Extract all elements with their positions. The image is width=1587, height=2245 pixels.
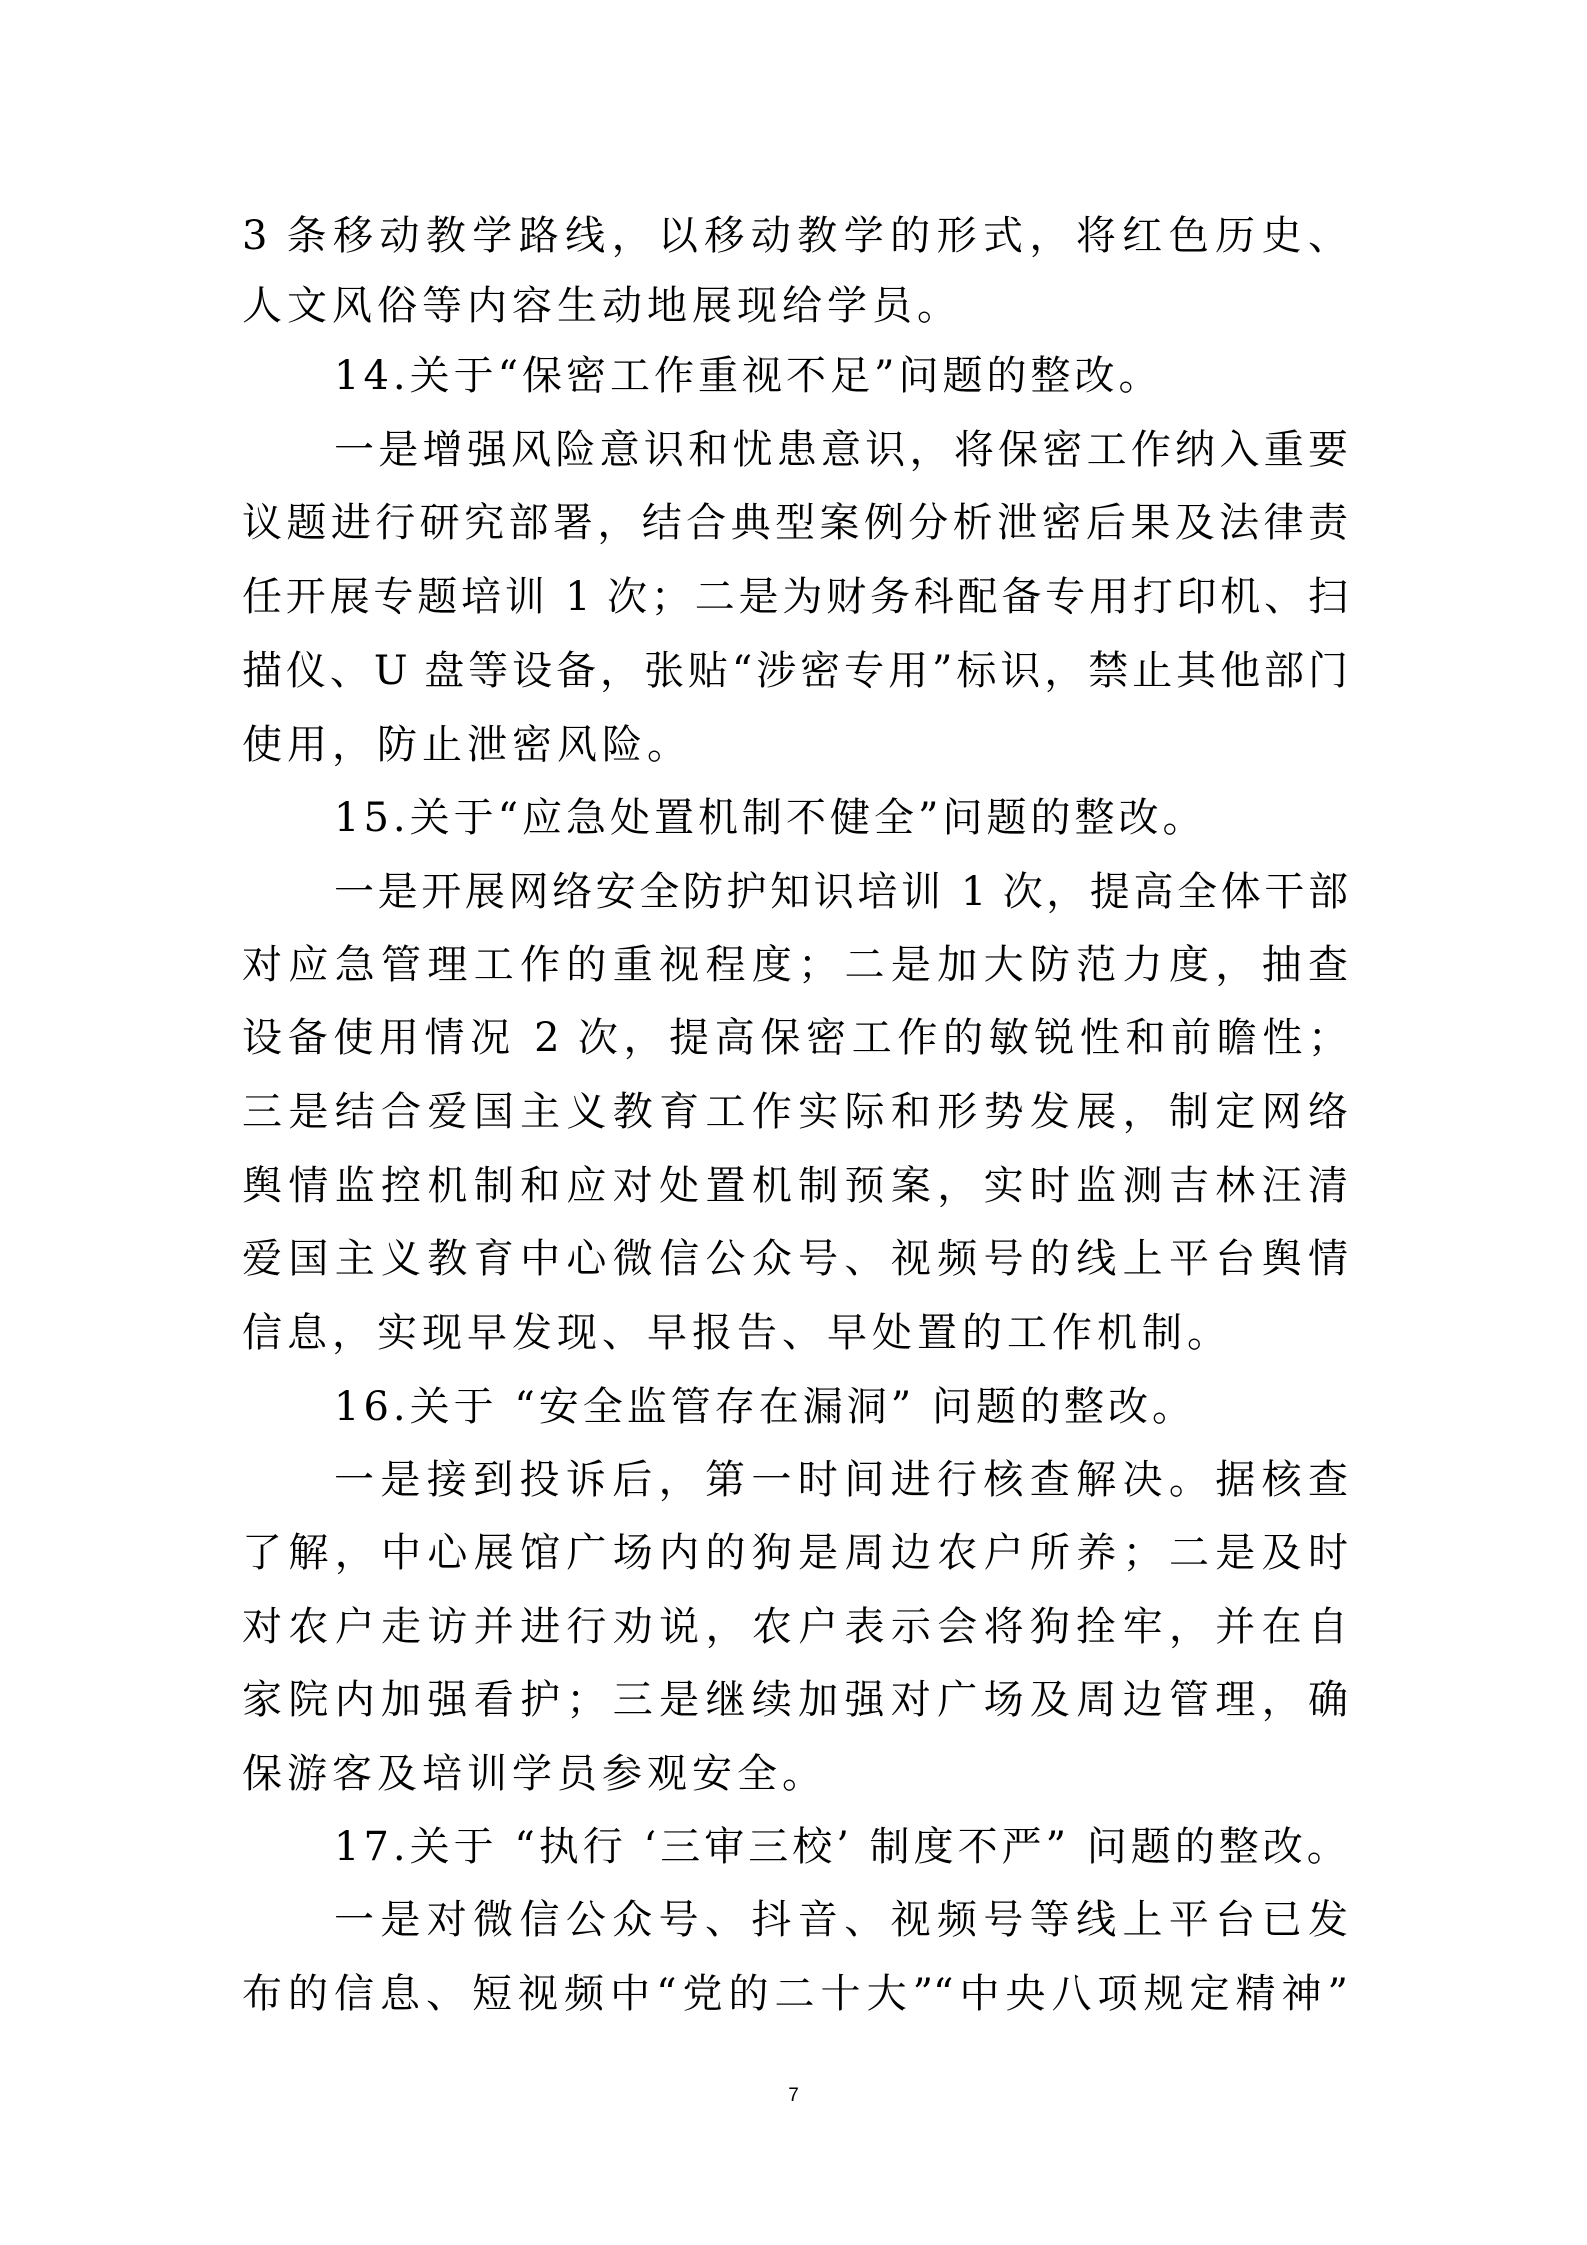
paragraph-line: 3 条移动教学路线，以移动教学的形式，将红色历史、 xyxy=(242,213,1348,259)
paragraph-line: 一是对微信公众号、抖音、视频号等线上平台已发 xyxy=(334,1897,1348,1943)
paragraph-line: 三是结合爱国主义教育工作实际和形势发展，制定网络 xyxy=(242,1089,1348,1135)
section-heading-14: 14.关于“保密工作重视不足”问题的整改。 xyxy=(334,353,1163,399)
paragraph-line: 使用，防止泄密风险。 xyxy=(242,722,692,768)
section-heading-16: 16.关于 “安全监管存在漏洞” 问题的整改。 xyxy=(334,1384,1196,1430)
paragraph-line: 任开展专题培训 1 次；二是为财务科配备专用打印机、扫 xyxy=(242,574,1348,620)
paragraph-line: 一是增强风险意识和忧患意识，将保密工作纳入重要 xyxy=(334,427,1348,473)
paragraph-line: 描仪、U 盘等设备，张贴“涉密专用”标识，禁止其他部门 xyxy=(242,648,1348,694)
section-heading-15: 15.关于“应急处置机制不健全”问题的整改。 xyxy=(334,795,1207,841)
paragraph-line: 议题进行研究部署，结合典型案例分析泄密后果及法律责 xyxy=(242,500,1348,546)
paragraph-line: 对农户走访并进行劝说，农户表示会将狗拴牢，并在自 xyxy=(242,1604,1348,1650)
page-number: 7 xyxy=(788,2085,799,2106)
paragraph-line: 保游客及培训学员参观安全。 xyxy=(242,1751,827,1797)
paragraph-line: 家院内加强看护；三是继续加强对广场及周边管理，确 xyxy=(242,1677,1348,1723)
paragraph-line: 爱国主义教育中心微信公众号、视频号的线上平台舆情 xyxy=(242,1236,1348,1282)
paragraph-line: 一是开展网络安全防护知识培训 1 次，提高全体干部 xyxy=(334,869,1348,915)
paragraph-line: 信息，实现早发现、早报告、早处置的工作机制。 xyxy=(242,1310,1232,1356)
section-heading-17: 17.关于 “执行 ‘三审三校’ 制度不严” 问题的整改。 xyxy=(334,1824,1351,1870)
paragraph-line: 舆情监控机制和应对处置机制预案，实时监测吉林汪清 xyxy=(242,1163,1348,1209)
paragraph-line: 对应急管理工作的重视程度；二是加大防范力度，抽查 xyxy=(242,942,1348,988)
paragraph-line: 布的信息、短视频中“党的二十大”“中央八项规定精神” xyxy=(242,1971,1348,2017)
paragraph-line: 设备使用情况 2 次，提高保密工作的敏锐性和前瞻性； xyxy=(242,1015,1348,1061)
paragraph-line: 了解，中心展馆广场内的狗是周边农户所养；二是及时 xyxy=(242,1530,1348,1576)
paragraph-line: 人文风俗等内容生动地展现给学员。 xyxy=(242,283,962,329)
paragraph-line: 一是接到投诉后，第一时间进行核查解决。据核查 xyxy=(334,1457,1348,1503)
